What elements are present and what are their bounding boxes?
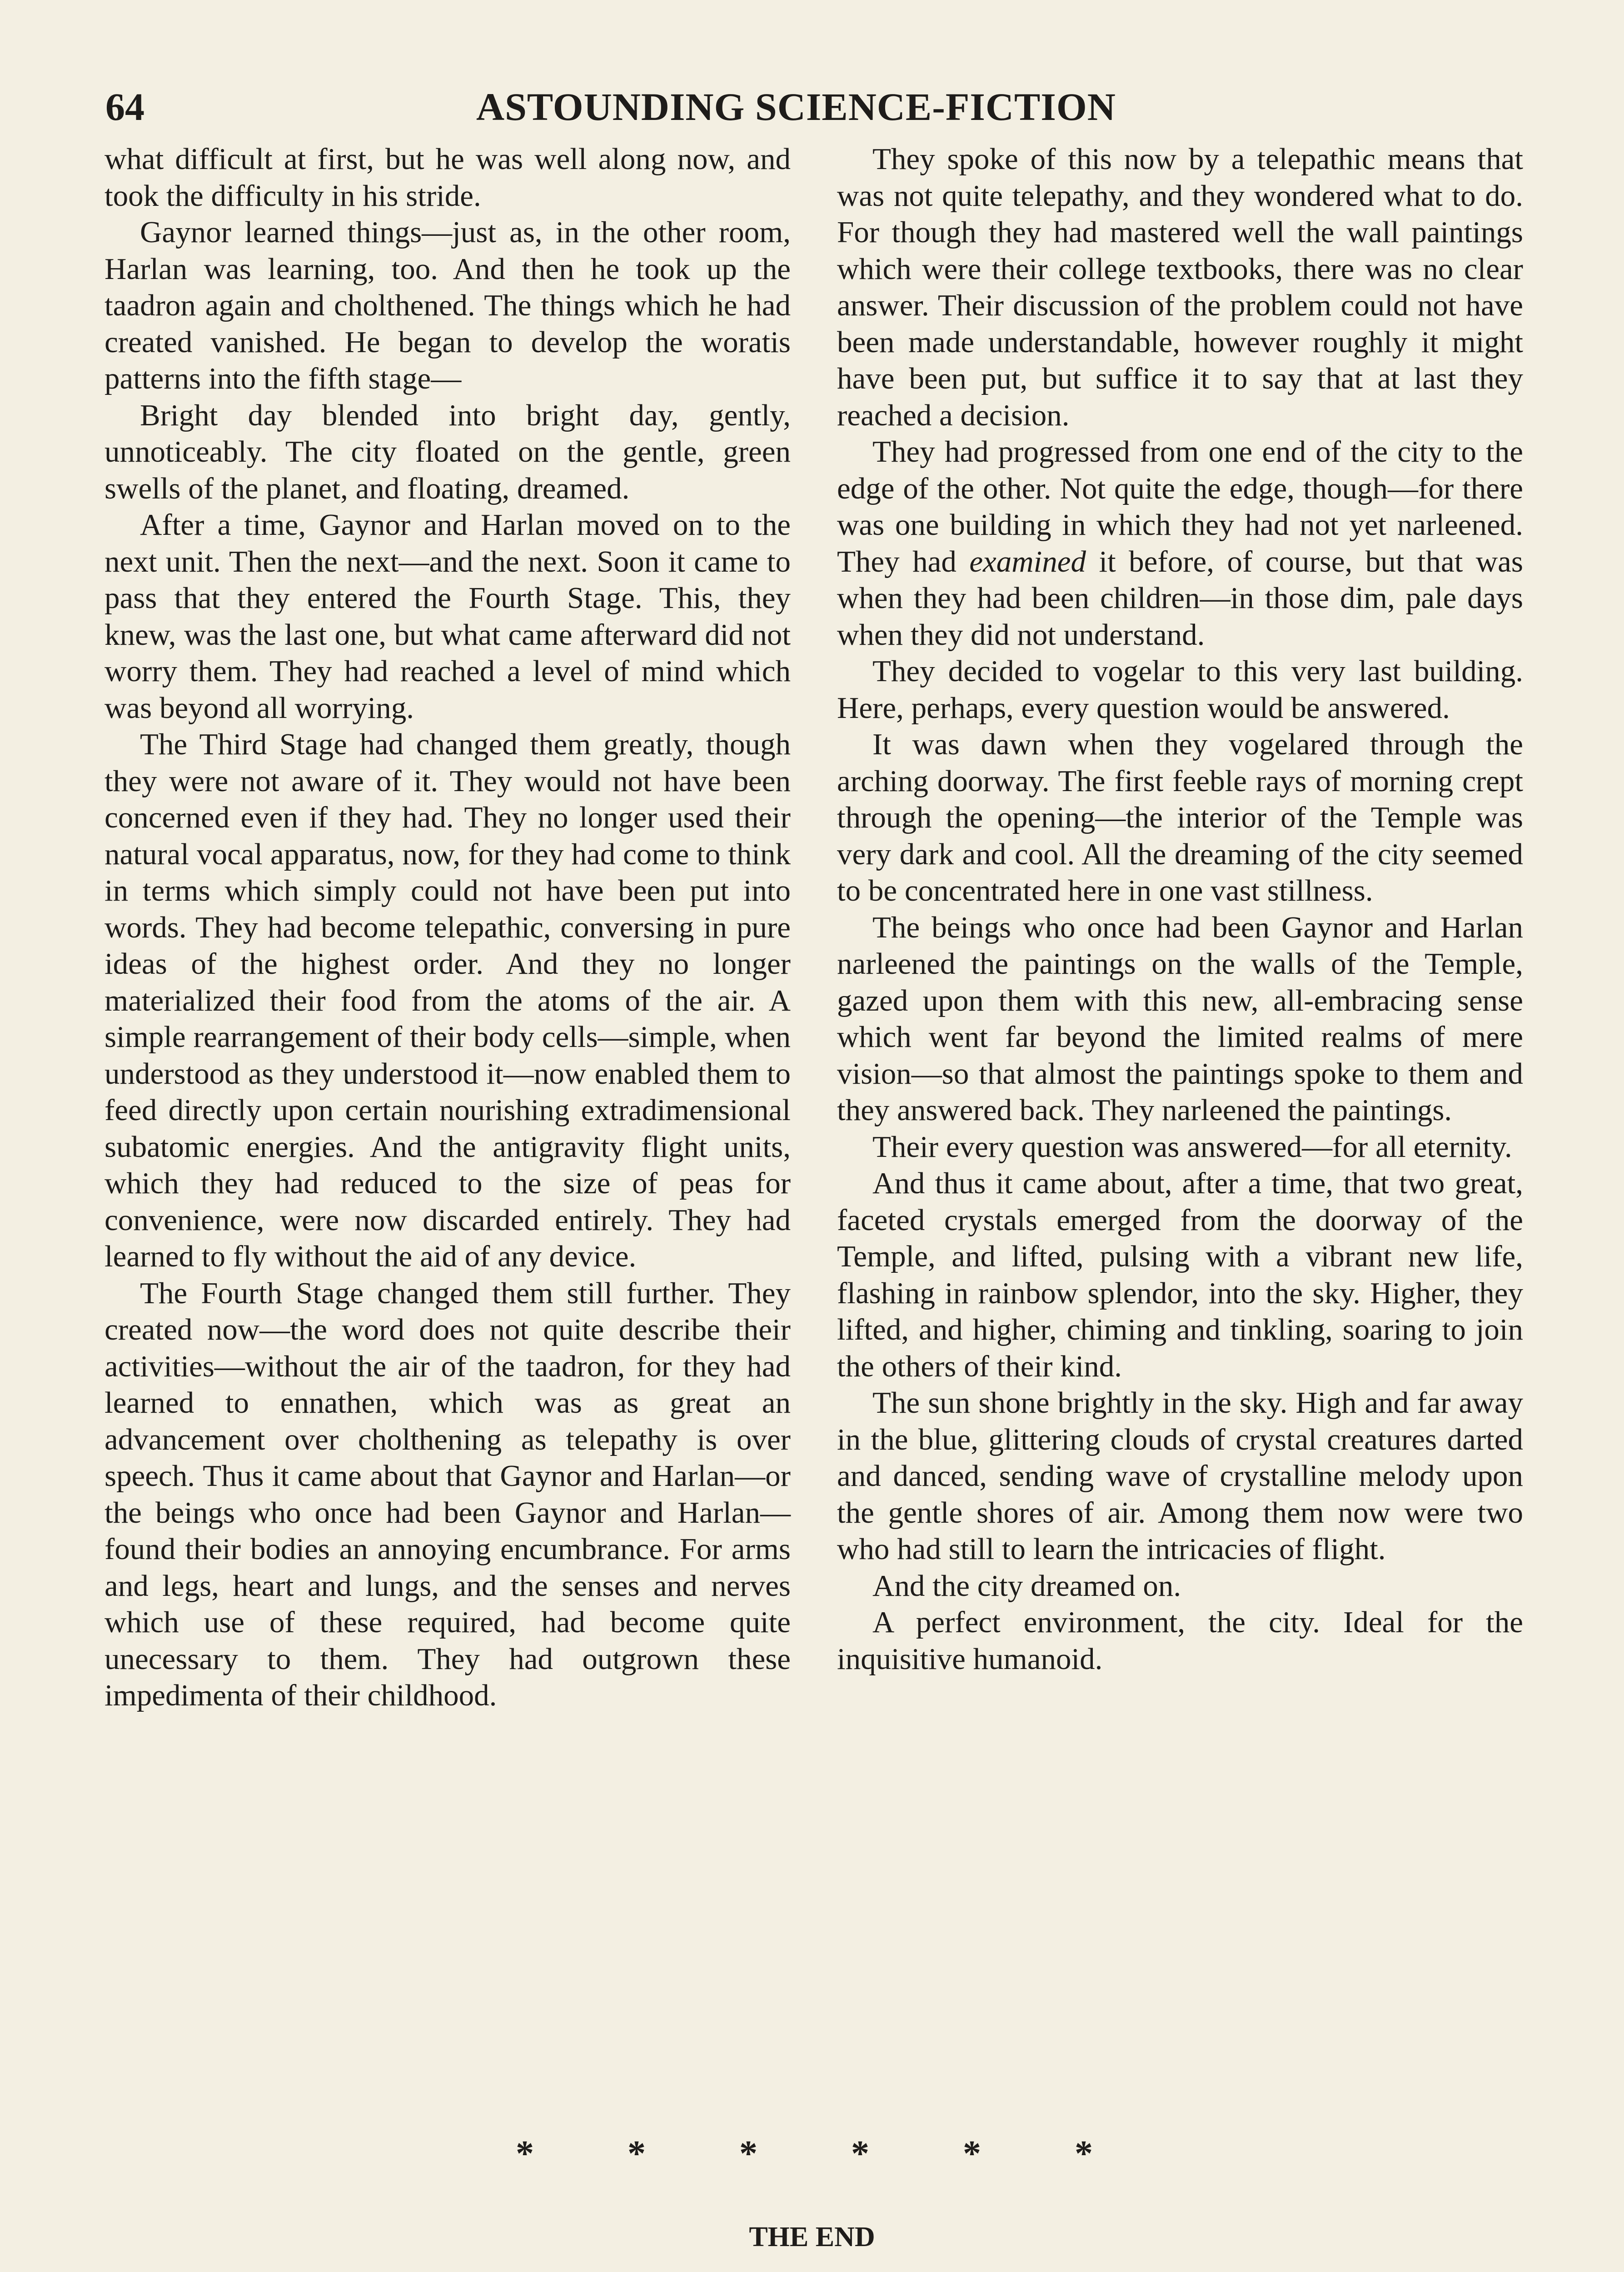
right-column <box>837 141 1523 1677</box>
page-number: 64 <box>105 85 144 129</box>
page-header <box>105 82 1151 132</box>
paragraph: They decided to vogelar to this very last building. Here, perhaps, every question would be answered. <box>837 654 1523 725</box>
magazine-title: ASTOUNDING SCIENCE-FICTION <box>476 85 1116 129</box>
paragraph: Bright day blended into bright day, gently, unnoticeably. The city floated on the gentle, green swells of the planet, and floating, dreamed. <box>105 398 791 505</box>
paragraph: Gaynor learned things—just as, in the other room, Harlan was learning, too. And then he took up the taadron again and cholthened. The things which he had created vanished. He began to develop the woratis patterns into the fifth stage— <box>105 215 791 395</box>
paragraph: Their every question was answered—for all eternity. <box>872 1130 1512 1164</box>
paragraph: A perfect environment, the city. Ideal for the inquisitive humanoid. <box>837 1605 1523 1676</box>
paragraph: The Fourth Stage changed them still further. They created now—the word does not quite describe their activities—without the air of the taadron, for they had learned to ennathen, which was as great an advancement over cholthening as telepathy is over speech. Thus it came about that Gaynor and Harlan—or the beings who once had been Gaynor and Harlan—found their bodies an annoying encumbrance. For arms and legs, heart and lungs, and the senses and nerves which use of these required, had become quite unecessary to them. They had outgrown these impedimenta of their childhood. <box>105 1276 791 1712</box>
star-ornament: * <box>628 2134 646 2174</box>
paragraph: The Third Stage had changed them greatly, though they were not aware of it. They would not have been concerned even if they had. They no longer used their natural vocal apparatus, now, for they had come to think in terms which simply could not have been put into words. They had become telepathic, conversing in pure ideas of the highest order. And they no longer materialized their food from the atoms of the air. A simple rearrangement of their body cells—simple, when understood as they understood it—now enabled them to feed directly upon certain nourishing extradimensional subatomic energies. And the antigravity flight units, which they had reduced to the size of peas for convenience, were now discarded entirely. They had learned to fly without the aid of any device. <box>105 727 791 1273</box>
star-ornament: * <box>1075 2134 1093 2174</box>
paragraph: They spoke of this now by a telepathic means that was not quite telepathy, and they wondered what to do. For though they had mastered well the wall paintings which were their college textbooks, there was no clear answer. Their discussion of the problem could not have been made understandable, however roughly it might have been put, but suffice it to say that at last they reached a decision. <box>837 142 1523 432</box>
left-column <box>105 141 791 1714</box>
paragraph: And thus it came about, after a time, that two great, faceted crystals emerged from the doorway of the Temple, and lifted, pulsing with a vibrant new life, flashing in rainbow splendor, into the sky. Higher, they lifted, and higher, chiming and tinkling, soaring to join the others of their kind. <box>837 1166 1523 1383</box>
emphasized-word: examined <box>969 544 1086 578</box>
paragraph: It was dawn when they vogelared through the arching doorway. The first feeble rays of morning crept through the opening—the interior of the Temple was very dark and cool. All the dreaming of the city seemed to be concentrated here in one vast stillness. <box>837 727 1523 907</box>
paragraph: The beings who once had been Gaynor and Harlan narleened the paintings on the walls of the Temple, gazed upon them with this new, all-embracing sense which went far beyond the limited realms of mere vision—so that almost the paintings spoke to them and they answered back. They narleened the paintings. <box>837 910 1523 1127</box>
star-divider-top <box>516 2136 1093 2172</box>
paragraph: what difficult at first, but he was well along now, and took the difficulty in his stride. <box>105 142 791 213</box>
paragraph-text: it before, of course, but that was when they had been children—in those dim, pale days when they did not understand. <box>837 544 1523 652</box>
paragraph: And the city dreamed on. <box>872 1569 1181 1603</box>
paragraph: After a time, Gaynor and Harlan moved on to the next unit. Then the next—and the next. Soon it came to pass that they entered the Fourth Stage. This, they knew, was the last one, but what came afterward did not worry them. They had reached a level of mind which was beyond all worrying. <box>105 508 791 725</box>
paragraph-text: They had progressed from one end of the city to the edge of the other. Not quite the edge, though—for there was one building in which they had not yet narleened. They had <box>837 435 1523 578</box>
star-ornament: * <box>963 2134 981 2174</box>
the-end-label: THE END <box>749 2222 875 2252</box>
paragraph: The sun shone brightly in the sky. High and far away in the blue, glittering clouds of crystal creatures darted and danced, sending wave of crystalline melody upon the gentle shores of air. Among them now were two who had still to learn the intricacies of flight. <box>837 1386 1523 1566</box>
star-ornament: * <box>739 2134 757 2174</box>
star-ornament: * <box>851 2134 869 2174</box>
paragraph <box>837 433 1523 653</box>
star-ornament: * <box>516 2134 534 2174</box>
